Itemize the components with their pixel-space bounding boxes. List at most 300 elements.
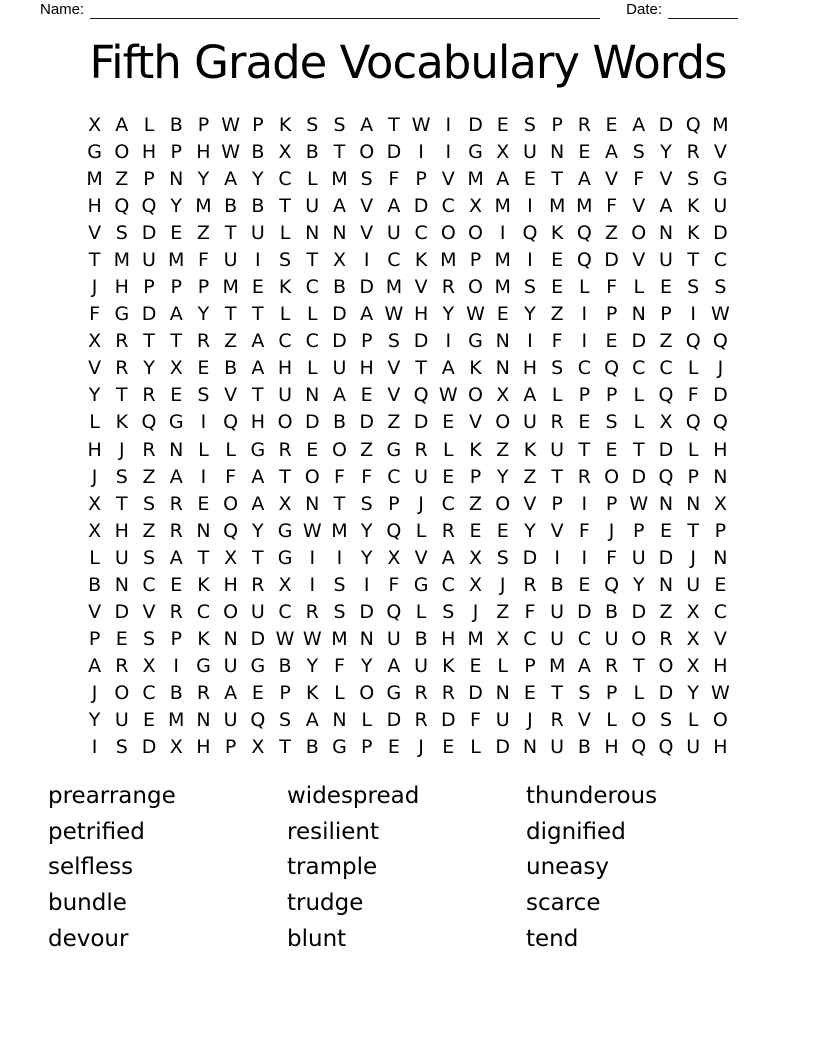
grid-letter: E xyxy=(605,438,618,461)
grid-letter: Y xyxy=(170,195,183,218)
grid-letter: F xyxy=(89,303,101,326)
date-fill-line xyxy=(668,1,738,19)
grid-letter: D xyxy=(359,411,374,434)
grid-letter: P xyxy=(578,384,591,407)
grid-letter: X xyxy=(686,654,700,677)
grid-letter: A xyxy=(251,465,265,488)
grid-letter: J xyxy=(91,681,98,704)
word-list-item: blunt xyxy=(287,925,347,952)
grid-letter: X xyxy=(496,627,510,650)
grid-letter: T xyxy=(116,384,128,407)
grid-letter: T xyxy=(88,249,101,272)
grid-letter: D xyxy=(304,411,320,434)
grid-letter: R xyxy=(577,114,591,137)
grid-letter: B xyxy=(169,681,183,704)
letter-grid xyxy=(81,112,734,761)
grid-letter: V xyxy=(142,600,156,623)
grid-letter: C xyxy=(713,600,728,623)
grid-letter: P xyxy=(469,465,482,488)
grid-letter: D xyxy=(658,546,674,569)
grid-letter: M xyxy=(576,195,593,218)
grid-letter: P xyxy=(143,276,155,299)
grid-letter: W xyxy=(302,627,322,650)
grid-letter: C xyxy=(523,627,537,650)
grid-letter: X xyxy=(278,573,292,596)
grid-letter: L xyxy=(334,681,345,704)
grid-letter: O xyxy=(658,654,674,677)
grid-letter: T xyxy=(687,519,699,542)
grid-letter: N xyxy=(359,627,374,650)
grid-letter: R xyxy=(686,141,700,164)
grid-letter: K xyxy=(306,681,319,704)
grid-letter: T xyxy=(197,546,210,569)
grid-letter: T xyxy=(143,330,155,353)
grid-letter: V xyxy=(441,168,455,191)
word-list-item: widespread xyxy=(287,783,420,809)
grid-letter: L xyxy=(551,384,563,407)
grid-letter: C xyxy=(278,168,292,191)
grid-letter: F xyxy=(606,276,618,299)
grid-letter: L xyxy=(89,411,100,434)
grid-letter: O xyxy=(468,276,483,299)
header-row xyxy=(40,1,738,19)
grid-letter: D xyxy=(386,708,402,731)
grid-letter: H xyxy=(223,573,238,596)
grid-letter: G xyxy=(196,654,211,677)
grid-letter: Y xyxy=(306,654,319,677)
grid-letter: E xyxy=(551,249,564,272)
grid-letter: D xyxy=(631,465,647,488)
grid-letter: M xyxy=(168,708,185,731)
grid-letter: S xyxy=(360,168,373,191)
grid-letter: U xyxy=(250,600,265,623)
grid-letter: O xyxy=(468,222,483,245)
grid-letter: Q xyxy=(576,249,592,272)
grid-letter: S xyxy=(523,114,536,137)
grid-letter: Q xyxy=(114,195,130,218)
grid-letter: S xyxy=(197,384,210,407)
grid-letter: U xyxy=(550,600,565,623)
grid-letter: S xyxy=(333,573,346,596)
grid-letter: C xyxy=(632,357,646,380)
grid-letter: P xyxy=(388,492,400,515)
grid-letter: V xyxy=(387,384,401,407)
grid-letter: E xyxy=(360,384,373,407)
grid-letter: B xyxy=(169,114,183,137)
grid-letter: M xyxy=(195,195,212,218)
grid-letter: C xyxy=(577,357,591,380)
word-list-item: selfless xyxy=(48,854,134,881)
grid-letter: T xyxy=(306,249,319,272)
grid-letter: A xyxy=(115,114,129,137)
name-fill-line xyxy=(90,1,600,19)
grid-letter: Y xyxy=(524,303,536,326)
grid-letter: Q xyxy=(141,195,157,218)
grid-letter: E xyxy=(442,735,455,758)
grid-letter: X xyxy=(88,114,102,137)
grid-letter: U xyxy=(550,438,565,461)
grid-letter: X xyxy=(88,330,102,353)
grid-letter: L xyxy=(143,114,155,137)
grid-letter: T xyxy=(388,114,400,137)
grid-letter: E xyxy=(115,627,128,650)
word-list-column xyxy=(287,779,419,958)
grid-letter: U xyxy=(305,195,320,218)
grid-letter: D xyxy=(413,411,429,434)
grid-letter: R xyxy=(441,681,455,704)
grid-letter: E xyxy=(714,573,727,596)
grid-letter: V xyxy=(550,519,564,542)
grid-letter: P xyxy=(360,330,373,353)
grid-letter: A xyxy=(332,195,346,218)
grid-letter: Q xyxy=(386,600,402,623)
grid-letter: B xyxy=(278,654,292,677)
grid-letter: S xyxy=(333,600,346,623)
grid-letter: M xyxy=(548,654,566,677)
grid-letter: Q xyxy=(223,411,239,434)
grid-letter: L xyxy=(279,222,291,245)
grid-letter: Z xyxy=(496,600,510,623)
grid-letter: P xyxy=(279,681,291,704)
grid-letter: O xyxy=(304,465,320,488)
grid-letter: T xyxy=(551,168,563,191)
grid-letter: W xyxy=(221,114,241,137)
grid-letter: T xyxy=(578,438,591,461)
grid-letter: E xyxy=(469,654,482,677)
grid-letter: F xyxy=(606,546,618,569)
grid-letter: M xyxy=(467,168,484,191)
grid-letter: S xyxy=(279,249,292,272)
grid-letter: Q xyxy=(685,330,701,353)
grid-letter: A xyxy=(224,168,238,191)
grid-letter: U xyxy=(659,249,673,272)
grid-letter: A xyxy=(169,546,183,569)
grid-letter: N xyxy=(114,573,129,596)
grid-letter: X xyxy=(713,492,727,515)
grid-letter: U xyxy=(522,141,537,164)
grid-letter: Y xyxy=(252,519,264,542)
grid-letter: R xyxy=(142,384,156,407)
grid-letter: Y xyxy=(252,168,264,191)
grid-letter: O xyxy=(359,681,375,704)
grid-letter: P xyxy=(360,735,373,758)
grid-letter: B xyxy=(577,735,591,758)
grid-letter: X xyxy=(169,735,183,758)
grid-letter: N xyxy=(169,168,184,191)
grid-letter: N xyxy=(223,627,238,650)
grid-letter: R xyxy=(550,708,564,731)
grid-letter: U xyxy=(223,654,238,677)
grid-letter: Q xyxy=(413,384,429,407)
grid-letter: X xyxy=(278,492,292,515)
grid-letter: H xyxy=(114,519,129,542)
grid-letter: C xyxy=(387,465,401,488)
grid-letter: L xyxy=(470,735,481,758)
grid-letter: S xyxy=(496,546,509,569)
grid-letter: Q xyxy=(141,411,157,434)
grid-letter: T xyxy=(116,492,128,515)
grid-letter: V xyxy=(632,249,646,272)
grid-letter: G xyxy=(87,141,102,164)
grid-letter: M xyxy=(86,168,103,191)
grid-letter: D xyxy=(495,735,511,758)
grid-letter: I xyxy=(445,330,452,353)
grid-letter: J xyxy=(527,708,533,731)
grid-letter: D xyxy=(413,330,429,353)
grid-letter: M xyxy=(331,168,348,191)
grid-letter: M xyxy=(331,519,348,542)
grid-letter: D xyxy=(604,249,619,272)
grid-letter: P xyxy=(660,303,672,326)
grid-letter: V xyxy=(360,222,374,245)
grid-letter: T xyxy=(632,654,645,677)
grid-letter: V xyxy=(469,411,483,434)
grid-letter: N xyxy=(550,141,565,164)
grid-letter: L xyxy=(306,168,318,191)
grid-letter: S xyxy=(714,276,727,299)
grid-letter: I xyxy=(363,249,370,272)
grid-letter: S xyxy=(632,141,645,164)
grid-letter: E xyxy=(605,330,618,353)
grid-letter: T xyxy=(279,465,291,488)
grid-letter: O xyxy=(631,627,647,650)
grid-letter: B xyxy=(251,141,265,164)
grid-letter: Y xyxy=(360,546,373,569)
grid-letter: U xyxy=(522,411,537,434)
grid-letter: Y xyxy=(360,519,373,542)
grid-letter: Y xyxy=(143,357,155,380)
grid-letter: H xyxy=(87,195,102,218)
grid-letter: X xyxy=(659,411,673,434)
grid-letter: G xyxy=(468,141,483,164)
grid-letter: N xyxy=(332,222,347,245)
grid-letter: E xyxy=(306,438,319,461)
grid-letter: N xyxy=(658,492,674,515)
grid-letter: R xyxy=(550,411,564,434)
grid-letter: B xyxy=(414,627,428,650)
word-list-item: trudge xyxy=(287,890,364,917)
grid-letter: G xyxy=(114,303,130,326)
grid-letter: F xyxy=(687,384,699,407)
grid-letter: I xyxy=(581,492,588,515)
grid-letter: X xyxy=(387,546,401,569)
grid-letter: V xyxy=(360,195,374,218)
grid-letter: H xyxy=(713,654,728,677)
grid-letter: N xyxy=(305,222,320,245)
grid-letter: D xyxy=(631,600,647,623)
grid-letter: X xyxy=(169,357,183,380)
grid-letter: B xyxy=(88,573,102,596)
grid-letter: Y xyxy=(88,384,101,407)
grid-letter: Q xyxy=(576,222,592,245)
grid-letter: E xyxy=(659,519,672,542)
grid-letter: R xyxy=(196,681,211,704)
grid-letter: Z xyxy=(142,465,156,488)
grid-letter: F xyxy=(633,168,645,191)
grid-letter: E xyxy=(551,276,564,299)
grid-letter: F xyxy=(524,600,536,623)
grid-letter: S xyxy=(659,708,672,731)
grid-letter: F xyxy=(551,330,563,353)
grid-letter: K xyxy=(197,573,210,596)
grid-letter: V xyxy=(414,276,428,299)
grid-letter: C xyxy=(305,330,319,353)
grid-letter: E xyxy=(442,411,455,434)
grid-letter: K xyxy=(550,222,564,245)
grid-letter: D xyxy=(141,222,157,245)
grid-letter: M xyxy=(385,276,403,299)
grid-letter: U xyxy=(114,546,129,569)
grid-letter: I xyxy=(91,735,98,758)
grid-letter: U xyxy=(414,465,429,488)
grid-letter: Y xyxy=(660,141,672,164)
grid-letter: Z xyxy=(605,222,619,245)
grid-letter: R xyxy=(196,330,211,353)
grid-letter: D xyxy=(332,330,347,353)
grid-letter: D xyxy=(141,303,157,326)
grid-letter: H xyxy=(196,141,211,164)
grid-letter: Z xyxy=(115,168,129,191)
grid-letter: P xyxy=(252,114,264,137)
grid-letter: C xyxy=(142,681,156,704)
grid-letter: E xyxy=(170,384,183,407)
grid-letter: I xyxy=(527,249,533,272)
grid-letter: X xyxy=(142,654,156,677)
grid-letter: L xyxy=(633,384,645,407)
grid-letter: D xyxy=(658,681,674,704)
grid-letter: F xyxy=(388,573,400,596)
grid-letter: N xyxy=(658,573,674,596)
grid-letter: J xyxy=(717,357,724,380)
grid-letter: I xyxy=(445,141,452,164)
grid-letter: K xyxy=(686,222,700,245)
grid-letter: U xyxy=(223,708,238,731)
grid-letter: X xyxy=(686,600,700,623)
grid-letter: I xyxy=(581,303,588,326)
grid-letter: M xyxy=(113,249,130,272)
grid-letter: Y xyxy=(88,708,101,731)
grid-letter: S xyxy=(115,465,128,488)
grid-letter: S xyxy=(687,168,700,191)
grid-letter: X xyxy=(469,195,483,218)
grid-letter: C xyxy=(142,573,156,596)
grid-letter: A xyxy=(387,654,401,677)
grid-letter: L xyxy=(306,303,318,326)
grid-letter: K xyxy=(414,249,428,272)
grid-letter: O xyxy=(712,708,728,731)
grid-letter: X xyxy=(224,546,238,569)
grid-letter: L xyxy=(415,519,427,542)
grid-letter: D xyxy=(658,438,674,461)
grid-letter: I xyxy=(309,546,316,569)
word-list-column xyxy=(526,779,657,958)
grid-letter: R xyxy=(142,438,156,461)
grid-letter: E xyxy=(659,276,672,299)
word-list xyxy=(0,779,816,979)
grid-letter: L xyxy=(361,708,372,731)
grid-letter: X xyxy=(469,546,483,569)
word-list-item: tend xyxy=(526,925,579,952)
grid-letter: N xyxy=(713,546,728,569)
grid-letter: E xyxy=(605,114,618,137)
grid-letter: Q xyxy=(631,735,647,758)
grid-letter: A xyxy=(224,681,238,704)
grid-letter: N xyxy=(658,222,674,245)
grid-letter: T xyxy=(224,303,237,326)
grid-letter: I xyxy=(200,465,207,488)
grid-letter: J xyxy=(91,465,98,488)
grid-letter: M xyxy=(222,276,239,299)
grid-letter: G xyxy=(250,438,266,461)
word-list-item: bundle xyxy=(48,890,127,917)
word-list-item: uneasy xyxy=(526,854,609,881)
grid-letter: U xyxy=(332,357,347,380)
grid-letter: M xyxy=(331,627,348,650)
grid-letter: L xyxy=(633,681,645,704)
grid-letter: U xyxy=(223,249,238,272)
grid-letter: O xyxy=(495,492,511,515)
grid-letter: D xyxy=(114,600,130,623)
grid-letter: A xyxy=(305,708,319,731)
grid-letter: Z xyxy=(550,303,564,326)
grid-letter: M xyxy=(494,195,511,218)
grid-letter: Y xyxy=(442,303,455,326)
grid-letter: C xyxy=(441,573,455,596)
grid-letter: D xyxy=(250,627,266,650)
grid-letter: H xyxy=(413,303,429,326)
grid-letter: A xyxy=(251,492,265,515)
grid-letter: Q xyxy=(685,114,701,137)
grid-letter: A xyxy=(88,654,102,677)
grid-letter: I xyxy=(445,114,452,137)
grid-letter: D xyxy=(359,600,374,623)
grid-letter: F xyxy=(361,465,373,488)
grid-letter: P xyxy=(88,627,101,650)
grid-letter: R xyxy=(115,654,129,677)
grid-letter: T xyxy=(252,384,264,407)
grid-letter: J xyxy=(690,546,696,569)
grid-letter: P xyxy=(415,168,427,191)
grid-letter: K xyxy=(686,195,700,218)
grid-letter: Z xyxy=(469,492,483,515)
grid-letter: D xyxy=(413,195,429,218)
grid-letter: Z xyxy=(659,330,673,353)
grid-letter: U xyxy=(114,708,129,731)
grid-letter: N xyxy=(713,465,728,488)
grid-letter: E xyxy=(578,573,591,596)
grid-letter: I xyxy=(581,330,588,353)
grid-letter: D xyxy=(713,384,728,407)
grid-letter: N xyxy=(196,519,211,542)
grid-letter: O xyxy=(468,384,483,407)
grid-letter: U xyxy=(713,195,728,218)
grid-letter: U xyxy=(686,573,701,596)
grid-letter: Q xyxy=(658,384,674,407)
grid-letter: O xyxy=(114,681,130,704)
grid-letter: W xyxy=(438,384,458,407)
grid-letter: V xyxy=(713,627,727,650)
grid-letter: Z xyxy=(224,330,238,353)
grid-letter: L xyxy=(633,411,645,434)
grid-letter: S xyxy=(142,492,156,515)
grid-letter: G xyxy=(250,654,266,677)
grid-letter: X xyxy=(332,249,346,272)
grid-letter: W xyxy=(411,114,431,137)
grid-letter: V xyxy=(414,546,428,569)
grid-letter: I xyxy=(363,573,370,596)
grid-letter: G xyxy=(277,519,293,542)
grid-letter: S xyxy=(115,222,128,245)
